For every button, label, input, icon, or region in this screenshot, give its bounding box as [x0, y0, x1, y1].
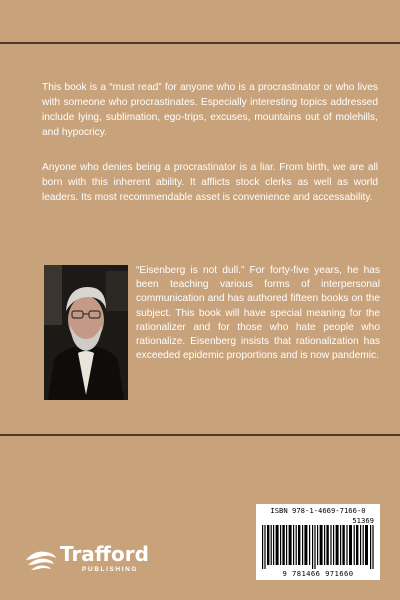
price-code: 51369: [352, 516, 374, 525]
bottom-divider: [0, 434, 400, 436]
author-photo: [44, 265, 128, 400]
publisher-subtitle: PUBLISHING: [82, 566, 139, 573]
trafford-logo-icon: [24, 544, 58, 574]
author-bio: “Eisenberg is not dull.” For forty-five years, he has been teaching various forms of interpersonal communication and has authored fifteen books on the subject. This book will have special meaning for the rationalizer and for those who hate people who rationalize. Eisenberg insists that rationalization has exceeded epidemic proportions and is now pandemic.: [136, 265, 380, 362]
isbn-barcode: [256, 504, 380, 580]
publisher-name: Trafford: [60, 542, 149, 566]
ean-number: 9 781466 971660: [282, 569, 354, 578]
blurb-paragraph-2: Anyone who denies being a procrastinator is a liar. From birth, we are all born with this inherent ability. It afflicts stock clerks as well as world leaders. Its most recommendable asset is convenience and accessability.: [42, 162, 378, 203]
isbn-number: ISBN 978-1-4669-7166-0: [270, 506, 366, 515]
top-divider: [0, 42, 400, 44]
barcode-bars: [260, 525, 376, 569]
publisher-logo: [24, 540, 164, 580]
blurb-paragraph-1: This book is a “must read” for anyone who is a procrastinator or who lives with someone who procrastinates. Especially interesting topics addressed include lying, sublimation, ego-trips, excuses, mountains out of molehills, and hypocricy.: [42, 82, 378, 138]
author-portrait-image: [44, 265, 128, 400]
